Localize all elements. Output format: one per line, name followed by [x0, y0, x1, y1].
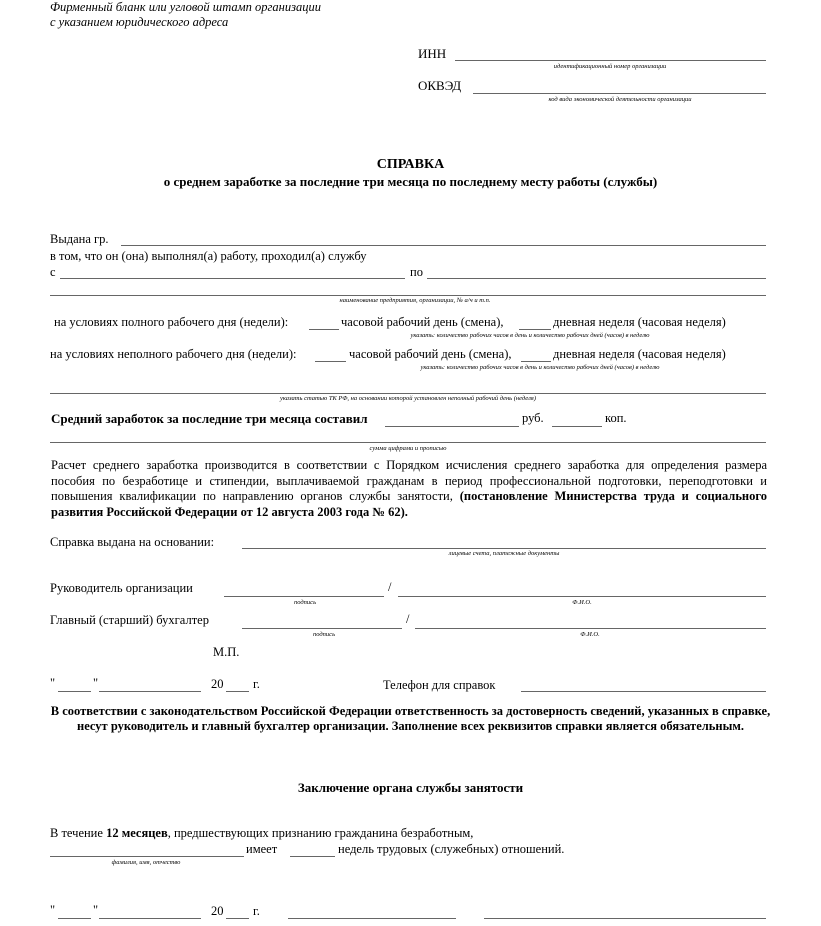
seal-label: М.П. — [213, 645, 240, 659]
conclusion-weeks-field[interactable] — [290, 856, 335, 857]
head-label: Руководитель организации — [50, 581, 193, 595]
head-signature-caption: подпись — [293, 599, 317, 606]
conclusion-year-prefix: 20 — [211, 904, 224, 918]
part-day-label: на условиях неполного рабочего дня (недели): — [50, 347, 297, 361]
full-day-caption: указать: количество рабочих часов в день и количество рабочих дней (часов) в неделю — [410, 332, 650, 339]
part-day-hours-text: часовой рабочий день (смена), — [349, 347, 512, 361]
accountant-fio-field[interactable] — [415, 628, 766, 629]
date-year-prefix: 20 — [211, 677, 224, 691]
kop-label: коп. — [605, 411, 627, 425]
date-month-field[interactable] — [99, 691, 201, 692]
okved-caption: код вида экономической деятельности организации — [548, 96, 692, 103]
accountant-signature-field[interactable] — [242, 628, 402, 629]
salary-words-field[interactable] — [50, 442, 766, 443]
date-year-suffix: г. — [253, 677, 260, 691]
phone-field[interactable] — [521, 691, 766, 692]
date-quote-close: " — [93, 676, 99, 690]
conclusion-quote-close: " — [93, 903, 99, 917]
conclusion-signature-field[interactable] — [288, 918, 456, 919]
letterhead-note-line1: Фирменный бланк или угловой штамп организации — [50, 0, 321, 14]
conclusion-month-field[interactable] — [99, 918, 201, 919]
inn-label: ИНН — [418, 46, 447, 61]
tk-article-caption: указать статью ТК РФ, на основании которой установлен неполный рабочий день (неделя) — [279, 395, 537, 402]
okved-label: ОКВЭД — [418, 78, 462, 93]
part-day-week-text: дневная неделя (часовая неделя) — [553, 347, 726, 361]
conclusion-name-field[interactable] — [50, 856, 244, 857]
salary-words-caption: сумма цифрами и прописью — [369, 445, 447, 452]
calculation-decree: (постановление Министерства труда и социального развития Российской Федерации от 12 августа 2003 года № 62). — [51, 489, 767, 519]
date-from-label: с — [50, 265, 56, 279]
organization-caption: наименование предприятия, организации, № а/ч и т.п. — [339, 297, 491, 304]
issued-to-label: Выдана гр. — [50, 232, 109, 246]
salary-rub-field[interactable] — [385, 426, 519, 427]
conclusion-has: имеет — [246, 842, 278, 856]
conclusion-fio-field[interactable] — [484, 918, 766, 919]
citizen-name-field[interactable] — [121, 245, 766, 246]
conclusion-quote-open: " — [50, 903, 56, 917]
accountant-label: Главный (старший) бухгалтер — [50, 613, 209, 627]
document-subtitle: о среднем заработке за последние три месяца по последнему месту работы (службы) — [163, 174, 658, 189]
worked-text: в том, что он (она) выполнял(а) работу, проходил(а) службу — [50, 249, 367, 263]
phone-label: Телефон для справок — [383, 678, 496, 692]
date-to-field[interactable] — [427, 278, 766, 279]
conclusion-title: Заключение органа службы занятости — [297, 780, 524, 795]
basis-field[interactable] — [242, 548, 766, 549]
average-salary-label: Средний заработок за последние три месяца составил — [51, 411, 368, 426]
date-day-field[interactable] — [58, 691, 91, 692]
conclusion-weeks-text: недель трудовых (служебных) отношений. — [338, 842, 565, 856]
full-day-hours-field[interactable] — [309, 329, 339, 330]
rub-label: руб. — [522, 411, 544, 425]
full-day-week-text: дневная неделя (часовая неделя) — [553, 315, 726, 329]
conclusion-year-suffix: г. — [253, 904, 260, 918]
date-year-field[interactable] — [226, 691, 249, 692]
head-fio-caption: Ф.И.О. — [572, 599, 592, 606]
accountant-fio-caption: Ф.И.О. — [580, 631, 600, 638]
calculation-paragraph — [51, 458, 767, 520]
conclusion-day-field[interactable] — [58, 918, 91, 919]
conclusion-line — [50, 826, 473, 841]
document-title: СПРАВКА — [376, 157, 445, 172]
organization-field[interactable] — [50, 295, 766, 296]
conclusion-text-after: , предшествующих признанию гражданина безработным, — [167, 826, 474, 840]
conclusion-year-field[interactable] — [226, 918, 249, 919]
head-fio-field[interactable] — [398, 596, 766, 597]
head-slash: / — [388, 580, 392, 594]
responsibility-note: В соответствии с законодательством Российской Федерации ответственность за достоверность сведений, указанных в справке, несут руководитель и главный бухгалтер организации. Заполнение всех реквизитов справки является обязательным. — [50, 704, 771, 733]
full-day-days-field[interactable] — [519, 329, 551, 330]
date-quote-open: " — [50, 676, 56, 690]
conclusion-months: 12 месяцев — [106, 826, 168, 840]
letterhead-note-line2: с указанием юридического адреса — [50, 15, 229, 29]
full-day-label: на условиях полного рабочего дня (недели): — [54, 315, 289, 329]
conclusion-name-caption: фамилия, имя, отчество — [111, 859, 181, 866]
salary-kop-field[interactable] — [552, 426, 602, 427]
date-from-field[interactable] — [60, 278, 405, 279]
full-day-hours-text: часовой рабочий день (смена), — [341, 315, 504, 329]
conclusion-text-before: В течение — [50, 826, 103, 840]
inn-field[interactable] — [455, 60, 766, 61]
okved-field[interactable] — [473, 93, 766, 94]
basis-caption: лицевые счета, платежные документы — [448, 550, 560, 557]
part-day-hours-field[interactable] — [315, 361, 346, 362]
basis-label: Справка выдана на основании: — [50, 535, 215, 549]
head-signature-field[interactable] — [224, 596, 384, 597]
inn-caption: идентификационный номер организации — [553, 63, 667, 70]
date-to-label: по — [410, 265, 423, 279]
part-day-days-field[interactable] — [521, 361, 551, 362]
accountant-signature-caption: подпись — [312, 631, 336, 638]
tk-article-field[interactable] — [50, 393, 766, 394]
part-day-caption: указать: количество рабочих часов в день и количество рабочих дней (часов) в неделю — [420, 364, 660, 371]
calculation-text: Расчет среднего заработка производится в соответствии с Порядком исчисления среднего заработка для определения размера пособия по безработице и стипендии, выплачиваемой гражданам в период профессиональной подготовки, переподготовки и повышения квалификации по направлению органов службы занятости, — [51, 458, 767, 503]
accountant-slash: / — [406, 612, 410, 626]
